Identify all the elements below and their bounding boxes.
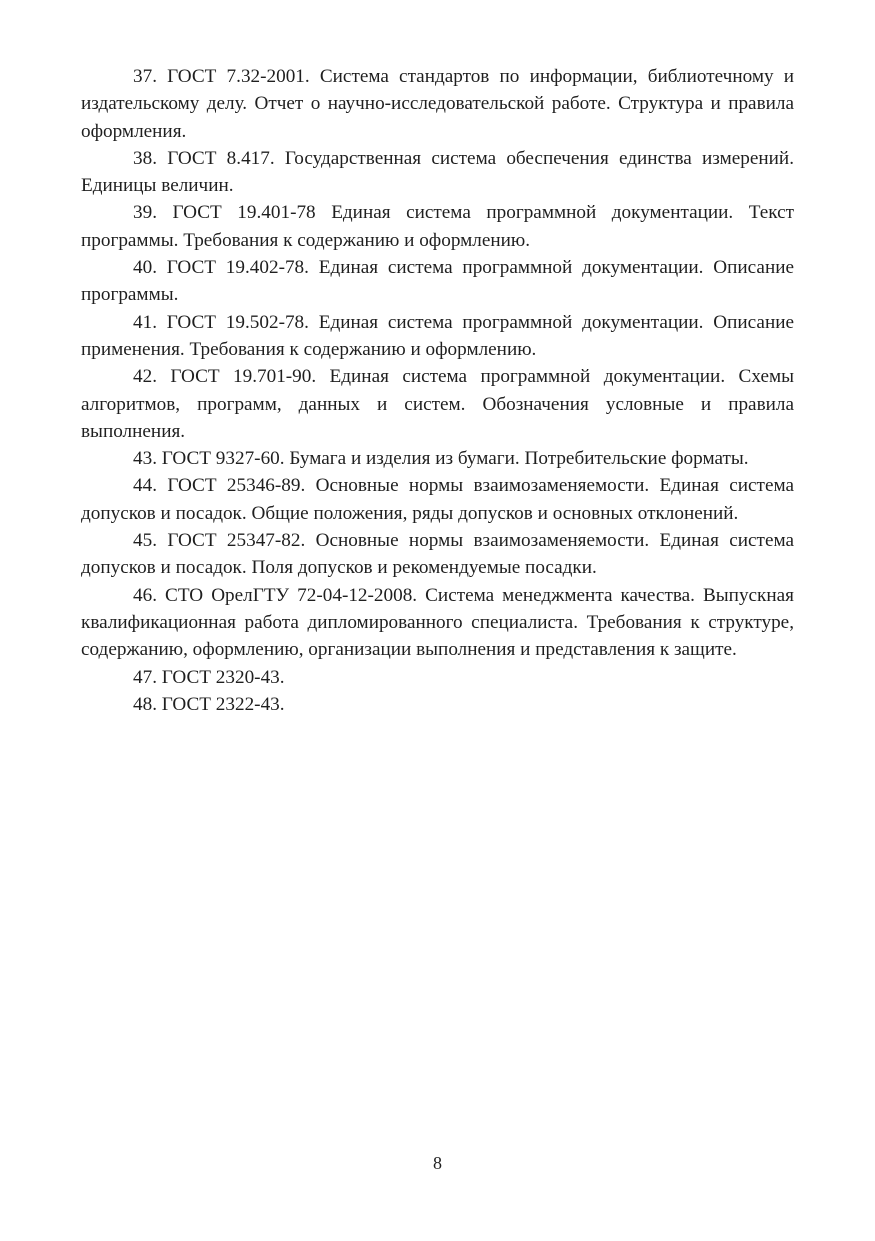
reference-item-39: 39. ГОСТ 19.401-78 Единая система программной документации. Текст программы. Требования к содержанию и оформлению. [81, 202, 794, 251]
reference-item-46: 46. СТО ОрелГТУ 72-04-12-2008. Система менеджмента качества. Выпускная квалификационная работа дипломированного специалиста. Требования к структуре, содержанию, оформлению, организации выполнения и представления к защите. [81, 584, 794, 661]
reference-item-37: 37. ГОСТ 7.32-2001. Система стандартов по информации, библиотечному и издательскому делу. Отчет о научно-исследовательской работе. Структура и правила оформления. [81, 66, 794, 142]
reference-item-48: 48. ГОСТ 2322-43. [133, 693, 285, 715]
reference-item-44: 44. ГОСТ 25346-89. Основные нормы взаимозаменяемости. Единая система допусков и посадок. Общие положения, ряды допусков и основных отклонений. [81, 475, 794, 524]
reference-item-45: 45. ГОСТ 25347-82. Основные нормы взаимозаменяемости. Единая система допусков и посадок. Поля допусков и рекомендуемые посадки. [81, 530, 794, 579]
reference-item-42: 42. ГОСТ 19.701-90. Единая система программной документации. Схемы алгоритмов, программ, данных и систем. Обозначения условные и правила выполнения. [81, 366, 794, 442]
reference-item-47: 47. ГОСТ 2320-43. [133, 666, 285, 688]
reference-item-40: 40. ГОСТ 19.402-78. Единая система программной документации. Описание программы. [81, 257, 794, 306]
reference-item-41: 41. ГОСТ 19.502-78. Единая система программной документации. Описание применения. Требования к содержанию и оформлению. [81, 311, 794, 360]
reference-list [81, 63, 794, 718]
reference-item-38: 38. ГОСТ 8.417. Государственная система обеспечения единства измерений. Единицы величин. [81, 147, 794, 197]
reference-item-43: 43. ГОСТ 9327-60. Бумага и изделия из бумаги. Потребительские форматы. [133, 448, 749, 470]
page-number: 8 [433, 1153, 442, 1173]
